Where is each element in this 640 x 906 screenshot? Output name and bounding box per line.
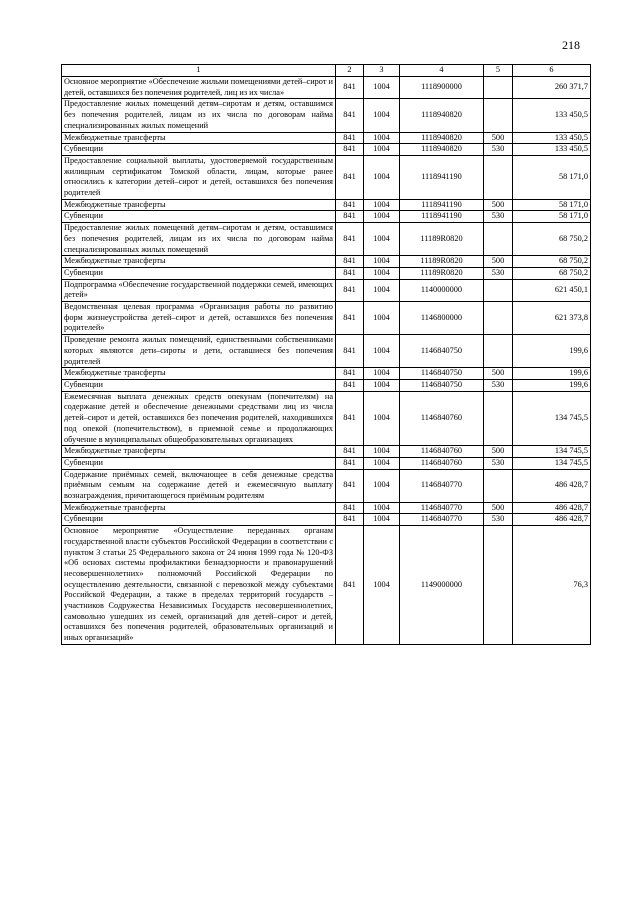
row-name-cell: Субвенции (62, 514, 336, 526)
row-section-cell: 1004 (364, 391, 400, 446)
row-target-cell: 1146840750 (400, 335, 484, 368)
column-header: 3 (364, 65, 400, 77)
row-section-cell: 1004 (364, 514, 400, 526)
row-name-cell: Предоставление жилых помещений детям–сиротам и детям, оставшимся без попечения родителей, лицам из их числа по договорам найма специализированных жилых помещений (62, 99, 336, 132)
row-type-cell (484, 335, 513, 368)
row-type-cell: 530 (484, 267, 513, 279)
row-code-cell: 841 (336, 256, 364, 268)
row-code-cell: 841 (336, 379, 364, 391)
row-name-cell: Основное мероприятие «Осуществление переданных органам государственной власти субъектов Российской Федерации в соответствии с пунктом 3 статьи 25 Федерального закона от 24 июня 1999 года № 120-ФЗ «Об основах системы профилактики безнадзорности и правонарушений несовершеннолетних» полномочий Российской Федерации по осуществлению деятельности, связанной с перевозкой между субъектами Российской Федерации, а также в пределах территорий государств – участников Содружества Независимых Государств несовершеннолетних, самовольно ушедших из семей, организаций для детей–сирот и детей, оставшихся без попечения родителей, образовательных организаций и иных организаций» (62, 526, 336, 645)
row-amount-cell: 76,3 (513, 526, 591, 645)
column-header: 1 (62, 65, 336, 77)
row-target-cell: 1146840750 (400, 368, 484, 380)
row-amount-cell: 486 428,7 (513, 469, 591, 502)
row-type-cell (484, 99, 513, 132)
row-target-cell: 11189R0820 (400, 267, 484, 279)
table-row (62, 256, 591, 268)
row-name-cell: Межбюджетные трансферты (62, 502, 336, 514)
row-code-cell: 841 (336, 446, 364, 458)
table-row (62, 77, 591, 99)
row-name-cell: Предоставление жилых помещений детям–сиротам и детям, оставшимся без попечения родителей, лицам из их числа по договорам найма специализированных жилых помещений (62, 223, 336, 256)
table-row (62, 144, 591, 156)
row-code-cell: 841 (336, 335, 364, 368)
row-code-cell: 841 (336, 211, 364, 223)
table-row (62, 279, 591, 301)
row-name-cell: Субвенции (62, 267, 336, 279)
row-name-cell: Межбюджетные трансферты (62, 256, 336, 268)
row-target-cell: 11189R0820 (400, 223, 484, 256)
table-row (62, 457, 591, 469)
table-row (62, 335, 591, 368)
column-header: 6 (513, 65, 591, 77)
row-section-cell: 1004 (364, 446, 400, 458)
row-type-cell: 530 (484, 379, 513, 391)
row-section-cell: 1004 (364, 144, 400, 156)
table-row (62, 199, 591, 211)
row-target-cell: 1146840760 (400, 457, 484, 469)
row-name-cell: Субвенции (62, 457, 336, 469)
table-row (62, 368, 591, 380)
row-section-cell: 1004 (364, 199, 400, 211)
row-type-cell: 500 (484, 502, 513, 514)
row-section-cell: 1004 (364, 368, 400, 380)
row-code-cell: 841 (336, 279, 364, 301)
row-section-cell: 1004 (364, 279, 400, 301)
row-amount-cell: 134 745,5 (513, 446, 591, 458)
row-amount-cell: 199,6 (513, 379, 591, 391)
row-target-cell: 1118941190 (400, 199, 484, 211)
row-amount-cell: 260 371,7 (513, 77, 591, 99)
row-amount-cell: 68 750,2 (513, 267, 591, 279)
row-code-cell: 841 (336, 469, 364, 502)
row-section-cell: 1004 (364, 77, 400, 99)
row-amount-cell: 199,6 (513, 335, 591, 368)
row-type-cell: 530 (484, 144, 513, 156)
row-section-cell: 1004 (364, 155, 400, 199)
row-code-cell: 841 (336, 144, 364, 156)
row-name-cell: Ведомственная целевая программа «Организация работы по развитию форм жизнеустройства детей–сирот и детей, оставшихся без попечения родителей» (62, 302, 336, 335)
table-row (62, 302, 591, 335)
row-amount-cell: 58 171,0 (513, 199, 591, 211)
row-name-cell: Межбюджетные трансферты (62, 368, 336, 380)
row-target-cell: 1146840770 (400, 469, 484, 502)
row-section-cell: 1004 (364, 99, 400, 132)
row-amount-cell: 486 428,7 (513, 502, 591, 514)
table-row (62, 469, 591, 502)
row-type-cell: 500 (484, 446, 513, 458)
row-amount-cell: 133 450,5 (513, 132, 591, 144)
row-section-cell: 1004 (364, 267, 400, 279)
row-type-cell (484, 279, 513, 301)
table-row (62, 502, 591, 514)
budget-table (61, 64, 591, 645)
row-target-cell: 1118940820 (400, 132, 484, 144)
row-name-cell: Ежемесячная выплата денежных средств опекунам (попечителям) на содержание детей и обеспечение денежными средствами лиц из числа детей–сирот и детей, оставшихся без попечения родителей, находившихся под опекой (попечительством), в приемной семье и продолжающих обучение в муниципальных общеобразовательных организациях (62, 391, 336, 446)
row-code-cell: 841 (336, 199, 364, 211)
row-type-cell: 530 (484, 514, 513, 526)
row-code-cell: 841 (336, 132, 364, 144)
column-header: 5 (484, 65, 513, 77)
row-amount-cell: 199,6 (513, 368, 591, 380)
row-type-cell (484, 526, 513, 645)
row-type-cell: 500 (484, 368, 513, 380)
row-target-cell: 1146840760 (400, 391, 484, 446)
row-section-cell: 1004 (364, 132, 400, 144)
row-amount-cell: 58 171,0 (513, 211, 591, 223)
header-row (62, 65, 591, 77)
row-amount-cell: 134 745,5 (513, 457, 591, 469)
row-code-cell: 841 (336, 502, 364, 514)
row-target-cell: 1146840770 (400, 514, 484, 526)
row-name-cell: Проведение ремонта жилых помещений, единственными собственниками которых являются дети–сироты и дети, оставшиеся без попечения родителей (62, 335, 336, 368)
row-code-cell: 841 (336, 223, 364, 256)
column-header: 4 (400, 65, 484, 77)
row-name-cell: Содержание приёмных семей, включающее в себя денежные средства приёмным семьям на содержание детей и ежемесячную выплату вознаграждения, причитающегося приёмным родителям (62, 469, 336, 502)
row-name-cell: Межбюджетные трансферты (62, 446, 336, 458)
row-section-cell: 1004 (364, 302, 400, 335)
row-amount-cell: 486 428,7 (513, 514, 591, 526)
row-amount-cell: 68 750,2 (513, 256, 591, 268)
row-section-cell: 1004 (364, 502, 400, 514)
row-target-cell: 1118941190 (400, 155, 484, 199)
row-type-cell (484, 391, 513, 446)
row-type-cell (484, 469, 513, 502)
row-name-cell: Межбюджетные трансферты (62, 132, 336, 144)
row-target-cell: 1146840760 (400, 446, 484, 458)
table-row (62, 379, 591, 391)
row-section-cell: 1004 (364, 256, 400, 268)
row-target-cell: 1118940820 (400, 144, 484, 156)
column-header: 2 (336, 65, 364, 77)
row-name-cell: Субвенции (62, 379, 336, 391)
row-amount-cell: 134 745,5 (513, 391, 591, 446)
row-name-cell: Субвенции (62, 144, 336, 156)
row-amount-cell: 621 450,1 (513, 279, 591, 301)
row-target-cell: 1146800000 (400, 302, 484, 335)
row-target-cell: 1118900000 (400, 77, 484, 99)
row-code-cell: 841 (336, 514, 364, 526)
table-row (62, 514, 591, 526)
row-type-cell: 500 (484, 132, 513, 144)
row-code-cell: 841 (336, 77, 364, 99)
table-row (62, 223, 591, 256)
row-amount-cell: 133 450,5 (513, 144, 591, 156)
row-name-cell: Подпрограмма «Обеспечение государственной поддержки семей, имеющих детей» (62, 279, 336, 301)
row-type-cell: 500 (484, 256, 513, 268)
row-type-cell (484, 302, 513, 335)
row-target-cell: 1149000000 (400, 526, 484, 645)
row-section-cell: 1004 (364, 211, 400, 223)
row-target-cell: 1146840750 (400, 379, 484, 391)
row-amount-cell: 133 450,5 (513, 99, 591, 132)
row-type-cell: 530 (484, 211, 513, 223)
row-section-cell: 1004 (364, 335, 400, 368)
row-name-cell: Основное мероприятие «Обеспечение жильми помещениями детей–сирот и детей, оставшихся без попечения родителей, лиц из их числа» (62, 77, 336, 99)
row-target-cell: 11189R0820 (400, 256, 484, 268)
row-section-cell: 1004 (364, 457, 400, 469)
table-row (62, 391, 591, 446)
row-code-cell: 841 (336, 267, 364, 279)
table-row (62, 155, 591, 199)
table-row (62, 267, 591, 279)
row-target-cell: 1140000000 (400, 279, 484, 301)
row-code-cell: 841 (336, 155, 364, 199)
page-number: 218 (562, 38, 580, 52)
row-type-cell (484, 77, 513, 99)
row-amount-cell: 58 171,0 (513, 155, 591, 199)
row-section-cell: 1004 (364, 526, 400, 645)
row-target-cell: 1146840770 (400, 502, 484, 514)
row-target-cell: 1118940820 (400, 99, 484, 132)
row-section-cell: 1004 (364, 469, 400, 502)
row-type-cell (484, 223, 513, 256)
row-section-cell: 1004 (364, 379, 400, 391)
row-code-cell: 841 (336, 368, 364, 380)
row-code-cell: 841 (336, 99, 364, 132)
table-row (62, 99, 591, 132)
row-type-cell (484, 155, 513, 199)
row-code-cell: 841 (336, 526, 364, 645)
table-row (62, 446, 591, 458)
table-row (62, 211, 591, 223)
table-row (62, 132, 591, 144)
row-type-cell: 530 (484, 457, 513, 469)
table-row (62, 526, 591, 645)
row-amount-cell: 621 373,8 (513, 302, 591, 335)
row-name-cell: Межбюджетные трансферты (62, 199, 336, 211)
row-name-cell: Субвенции (62, 211, 336, 223)
row-amount-cell: 68 750,2 (513, 223, 591, 256)
row-type-cell: 500 (484, 199, 513, 211)
row-code-cell: 841 (336, 457, 364, 469)
row-code-cell: 841 (336, 302, 364, 335)
row-target-cell: 1118941190 (400, 211, 484, 223)
row-name-cell: Предоставление социальной выплаты, удостоверяемой государственным жилищным сертификатом Томской области, лицам, которые ранее относились к категории детей–сирот и детей, оставшихся без попечения родителей (62, 155, 336, 199)
row-section-cell: 1004 (364, 223, 400, 256)
row-code-cell: 841 (336, 391, 364, 446)
